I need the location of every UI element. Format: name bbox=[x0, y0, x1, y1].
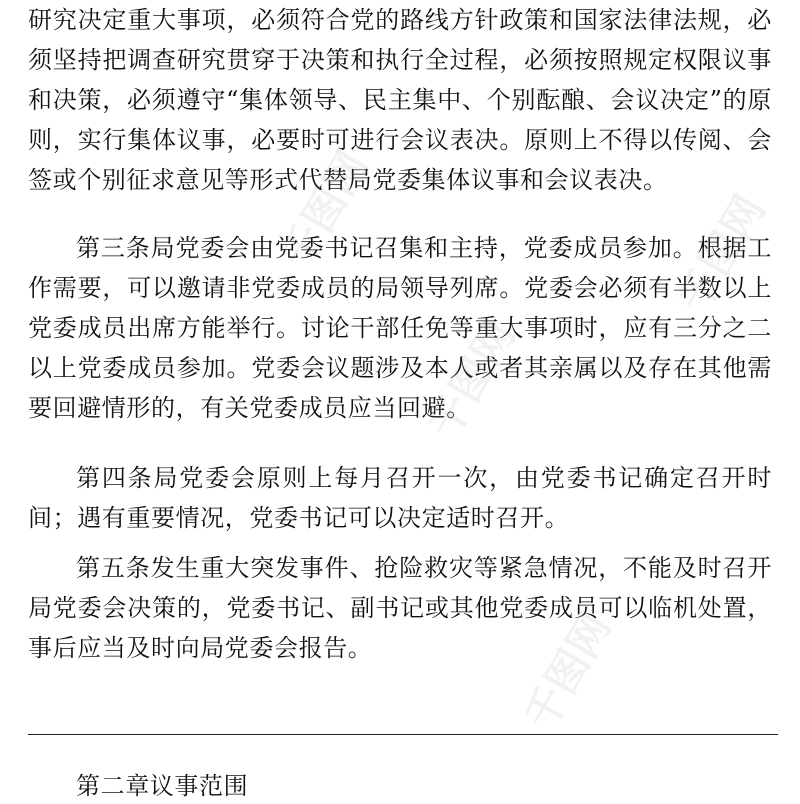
paragraph-article-4: 第四条局党委会原则上每月召开一次，由党委书记确定召开时间；遇有重要情况，党委书记可以决定适时召开。 bbox=[28, 464, 772, 532]
paragraph-article-5: 第五条发生重大突发事件、抢险救灾等紧急情况，不能及时召开局党委会决策的，党委书记、副书记或其他党委成员可以临机处置，事后应当及时向局党委会报告。 bbox=[28, 554, 772, 662]
watermark: 千图网 bbox=[514, 604, 621, 739]
watermark: 千图网 bbox=[418, 312, 525, 447]
watermark: 千图网 bbox=[271, 142, 378, 277]
paragraph-decision-principles: 研究决定重大事项，必须符合党的路线方针政策和国家法律法规，必须坚持把调查研究贯穿于决策和执行全过程，必须按照规定权限议事和决策，必须遵守“集体领导、民主集中、个别酝酿、会议决定”的原则，实行集体议事，必要时可进行会议表决。原则上不得以传阅、会签或个别征求意见等形式代替局党委集体议事和会议表决。 bbox=[28, 6, 772, 194]
chapter-heading: 第二章议事范围 bbox=[76, 772, 249, 800]
section-divider bbox=[28, 734, 778, 735]
watermark: 千图网 bbox=[668, 186, 775, 321]
paragraph-article-3: 第三条局党委会由党委书记召集和主持，党委成员参加。根据工作需要，可以邀请非党委成员的局领导列席。党委会必须有半数以上党委成员出席方能举行。讨论干部任免等重大事项时，应有三分之二以上党委成员参加。党委会议题涉及本人或者其亲属以及存在其他需要回避情形的，有关党委成员应当回避。 bbox=[28, 234, 772, 422]
